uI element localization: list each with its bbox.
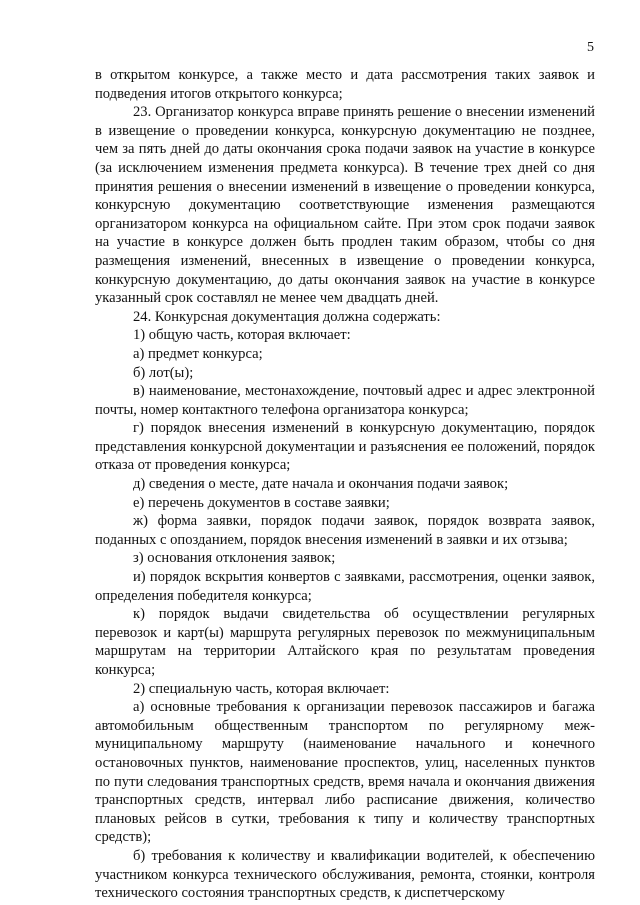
- document-body: [95, 66, 595, 903]
- list-item: и) порядок вскрытия конвертов с заявками, рассмотрения, оценки заявок, определения победителя конкурса;: [95, 569, 595, 604]
- list-item: г) порядок внесения изменений в конкурсную документацию, порядок представления конкурсной документации и разъяснения ее положений, порядок отказа от проведения конкурса;: [95, 420, 595, 474]
- list-item: з) основания отклонения заявок;: [133, 550, 336, 567]
- paragraph: 24. Конкурсная документация должна содержать:: [133, 308, 441, 325]
- paragraph: в открытом конкурсе, а также место и дата рассмотрения таких заявок и подведения итогов открытого конкурса;: [95, 67, 595, 102]
- list-item: б) требования к количеству и квалификации водителей, к обеспечению участником конкурса технического обслуживания, ремонта, стоянки, контроля технического состояния транспортных средств, к диспетчерскому: [95, 847, 595, 902]
- list-item: к) порядок выдачи свидетельства об осуществлении регулярных перевозок и карт(ы) маршрута регулярных перевозок по межмуниципальным маршрутам на территории Алтайского края по результатам проведения конкурса;: [95, 606, 595, 678]
- list-item: в) наименование, местонахождение, почтовый адрес и адрес электронной почты, номер контактного телефона организатора конкурса;: [95, 383, 595, 418]
- page-number: 5: [587, 40, 594, 55]
- list-item: 2) специальную часть, которая включает:: [133, 680, 390, 697]
- list-item: б) лот(ы);: [133, 364, 194, 381]
- paragraph: 23. Организатор конкурса вправе принять решение о внесении изменений в извещение о проведении конкурса, конкурсную документацию не позднее, чем за пять дней до даты окончания срока подачи заявок на участие в конкурсе (за исключением изменения предмета конкурса). В течение трех дней со дня принятия решения о внесении изменений в извещение о проведении конкурса, конкурсную документацию соответствующие изменения размещаются организатором конкурса на официальном сайте. При этом срок подачи заявок на участие в конкурсе должен быть продлен таким образом, чтобы со дня размещения изменений, внесенных в извещение о проведении конкурса, конкурсную документацию, до даты окончания заявок на участие в конкурсе указанный срок составлял не менее чем двадцать дней.: [95, 104, 595, 307]
- list-item: а) предмет конкурса;: [133, 345, 263, 362]
- list-item: е) перечень документов в составе заявки;: [133, 494, 390, 511]
- list-item: ж) форма заявки, порядок подачи заявок, порядок возврата заявок, поданных с опозданием, порядок внесения изменений в заявки и их отзыва;: [95, 513, 595, 548]
- list-item: а) основные требования к организации перевозок пассажиров и багажа автомобильным общественным транспортом по регулярному меж-муниципальному маршруту (наименование начального и конечного остановочных пунктов, наименование проспектов, улиц, населенных пунктов по пути следования транспортных средств, время начала и окончания движения транспортных средств, интервал либо расписание движения, количество плановых рейсов в сутки, требования к типу и количеству транспортных средств);: [95, 699, 595, 846]
- list-item: 1) общую часть, которая включает:: [133, 327, 351, 344]
- list-item: д) сведения о месте, дате начала и окончания подачи заявок;: [133, 476, 509, 493]
